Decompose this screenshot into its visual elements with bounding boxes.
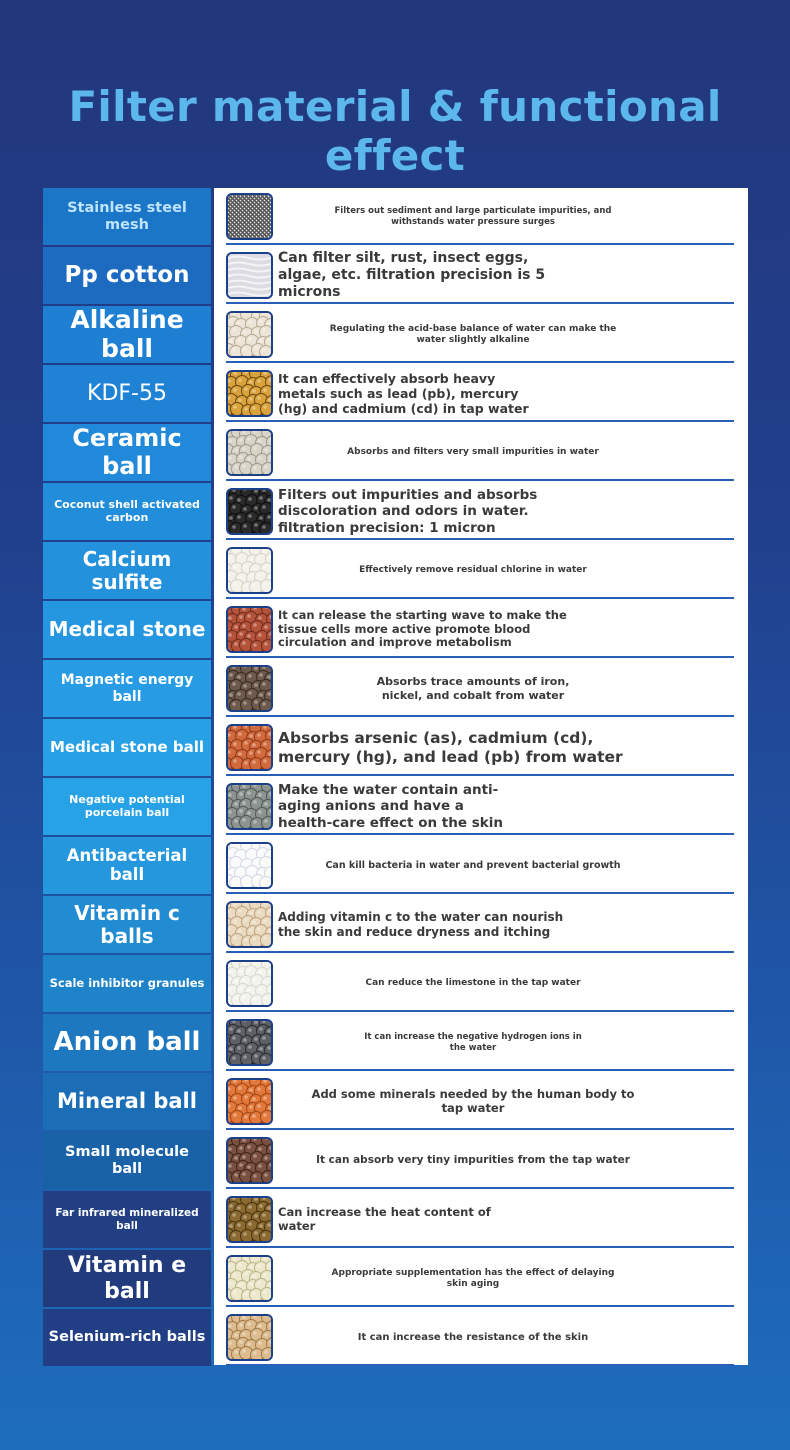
description-text: Absorbs and filters very small impurities in water xyxy=(347,447,599,458)
description-text: It can increase the negative hydrogen ions in the water xyxy=(364,1032,582,1053)
material-row xyxy=(214,1132,748,1191)
material-description xyxy=(278,896,668,953)
pp-cotton-icon xyxy=(226,252,273,299)
row-divider xyxy=(226,302,734,304)
material-row xyxy=(214,955,748,1014)
row-divider xyxy=(226,1010,734,1012)
page-title: Filter material & functional effect xyxy=(68,82,722,180)
material-label: Pp cotton xyxy=(43,247,211,304)
material-row xyxy=(214,188,748,247)
material-description xyxy=(278,1073,668,1130)
description-text: Can increase the heat content of water xyxy=(278,1204,491,1233)
material-label: Coconut shell activated carbon xyxy=(43,483,211,540)
anion-ball-icon xyxy=(226,1019,273,1066)
steel-mesh-icon xyxy=(226,193,273,240)
material-label: Selenium-rich balls xyxy=(43,1309,211,1366)
material-description xyxy=(278,1191,668,1248)
material-label: Vitamin c balls xyxy=(43,896,211,953)
material-label: Medical stone ball xyxy=(43,719,211,776)
material-description xyxy=(278,1132,668,1189)
medical-stone-icon xyxy=(226,606,273,653)
material-row xyxy=(214,601,748,660)
porcelain-ball-icon xyxy=(226,783,273,830)
material-row xyxy=(214,306,748,365)
description-text: Absorbs trace amounts of iron, nickel, and cobalt from water xyxy=(376,675,570,702)
row-divider xyxy=(226,538,734,540)
material-description xyxy=(278,542,668,599)
material-label: Anion ball xyxy=(43,1014,211,1071)
material-description xyxy=(278,188,668,245)
row-divider xyxy=(226,597,734,599)
material-row xyxy=(214,483,748,542)
description-text: It can release the starting wave to make the tissue cells more active promote blood circulation and improve metabolism xyxy=(278,607,567,650)
medical-stone-ball-icon xyxy=(226,724,273,771)
material-description xyxy=(278,1309,668,1366)
row-divider xyxy=(226,361,734,363)
material-description xyxy=(278,719,668,776)
row-divider xyxy=(226,1246,734,1248)
row-divider xyxy=(226,243,734,245)
material-label: Mineral ball xyxy=(43,1073,211,1130)
row-divider xyxy=(226,420,734,422)
material-row xyxy=(214,719,748,778)
description-text: Can reduce the limestone in the tap water xyxy=(365,978,581,989)
material-description xyxy=(278,424,668,481)
vitamin-e-ball-icon xyxy=(226,1255,273,1302)
description-text: Filters out sediment and large particulate impurities, and withstands water pressure surges xyxy=(334,206,612,227)
description-text: Filters out impurities and absorbs discoloration and odors in water. filtration precision: 1 micron xyxy=(278,487,538,536)
material-label: Medical stone xyxy=(43,601,211,658)
material-row xyxy=(214,778,748,837)
row-divider xyxy=(226,479,734,481)
description-text: Appropriate supplementation has the effect of delaying skin aging xyxy=(331,1267,615,1289)
description-text: Can kill bacteria in water and prevent bacterial growth xyxy=(325,859,621,871)
row-divider xyxy=(226,1128,734,1130)
material-description xyxy=(278,778,668,835)
material-row xyxy=(214,424,748,483)
selenium-ball-icon xyxy=(226,1314,273,1361)
material-label: Small molecule ball xyxy=(43,1132,211,1189)
description-text: Effectively remove residual chlorine in water xyxy=(359,565,587,576)
material-row xyxy=(214,660,748,719)
material-description xyxy=(278,483,668,540)
material-row xyxy=(214,247,748,306)
mineral-ball-icon xyxy=(226,1078,273,1125)
row-divider xyxy=(226,715,734,717)
material-label: Vitamin e ball xyxy=(43,1250,211,1307)
material-label: Alkaline ball xyxy=(43,306,211,363)
description-text: Can filter silt, rust, insect eggs, algae, etc. filtration precision is 5 microns xyxy=(278,250,546,300)
material-row xyxy=(214,1014,748,1073)
kdf-55-icon xyxy=(226,370,273,417)
far-infrared-ball-icon xyxy=(226,1196,273,1243)
description-text: Add some minerals needed by the human body to tap water xyxy=(311,1086,635,1115)
description-text: It can increase the resistance of the skin xyxy=(357,1331,589,1343)
material-label: Negative potential porcelain ball xyxy=(43,778,211,835)
row-divider xyxy=(226,892,734,894)
material-description xyxy=(278,601,668,658)
row-divider xyxy=(226,1069,734,1071)
material-label: Magnetic energy ball xyxy=(43,660,211,717)
row-divider xyxy=(226,951,734,953)
material-label: Calcium sulfite xyxy=(43,542,211,599)
material-description xyxy=(278,955,668,1012)
material-label: Far infrared mineralized ball xyxy=(43,1191,211,1248)
scale-inhibitor-icon xyxy=(226,960,273,1007)
row-divider xyxy=(226,774,734,776)
material-row xyxy=(214,1191,748,1250)
activated-carbon-icon xyxy=(226,488,273,535)
row-divider xyxy=(226,1187,734,1189)
material-label: Stainless steel mesh xyxy=(43,188,211,245)
antibacterial-ball-icon xyxy=(226,842,273,889)
calcium-sulfite-icon xyxy=(226,547,273,594)
description-text: Absorbs arsenic (as), cadmium (cd), mercury (hg), and lead (pb) from water xyxy=(278,728,623,766)
material-row xyxy=(214,1250,748,1309)
magnetic-ball-icon xyxy=(226,665,273,712)
description-text: Make the water contain anti-aging anions and have a health-care effect on the skin xyxy=(278,782,503,831)
row-divider xyxy=(226,656,734,658)
material-description xyxy=(278,247,668,304)
material-row xyxy=(214,1309,748,1368)
material-label: Ceramic ball xyxy=(43,424,211,481)
alkaline-ball-icon xyxy=(226,311,273,358)
material-description xyxy=(278,365,668,422)
material-label: Scale inhibitor granules xyxy=(43,955,211,1012)
description-text: It can effectively absorb heavy metals such as lead (pb), mercury (hg) and cadmium (cd) in tap water xyxy=(278,371,529,416)
material-description xyxy=(278,837,668,894)
material-row xyxy=(214,542,748,601)
material-label: KDF-55 xyxy=(43,365,211,422)
material-row xyxy=(214,365,748,424)
material-description xyxy=(278,1014,668,1071)
material-description xyxy=(278,306,668,363)
material-label: Antibacterial ball xyxy=(43,837,211,894)
material-description xyxy=(278,660,668,717)
ceramic-ball-icon xyxy=(226,429,273,476)
description-text: It can absorb very tiny impurities from the tap water xyxy=(316,1154,630,1167)
material-row xyxy=(214,837,748,896)
small-molecule-ball-icon xyxy=(226,1137,273,1184)
row-divider xyxy=(226,833,734,835)
description-text: Adding vitamin c to the water can nourish the skin and reduce dryness and itching xyxy=(278,910,564,939)
material-description xyxy=(278,1250,668,1307)
material-row xyxy=(214,1073,748,1132)
row-divider xyxy=(226,1305,734,1307)
description-text: Regulating the acid-base balance of water can make the water slightly alkaline xyxy=(329,323,617,345)
row-divider xyxy=(226,1364,734,1366)
material-row xyxy=(214,896,748,955)
vitamin-c-ball-icon xyxy=(226,901,273,948)
